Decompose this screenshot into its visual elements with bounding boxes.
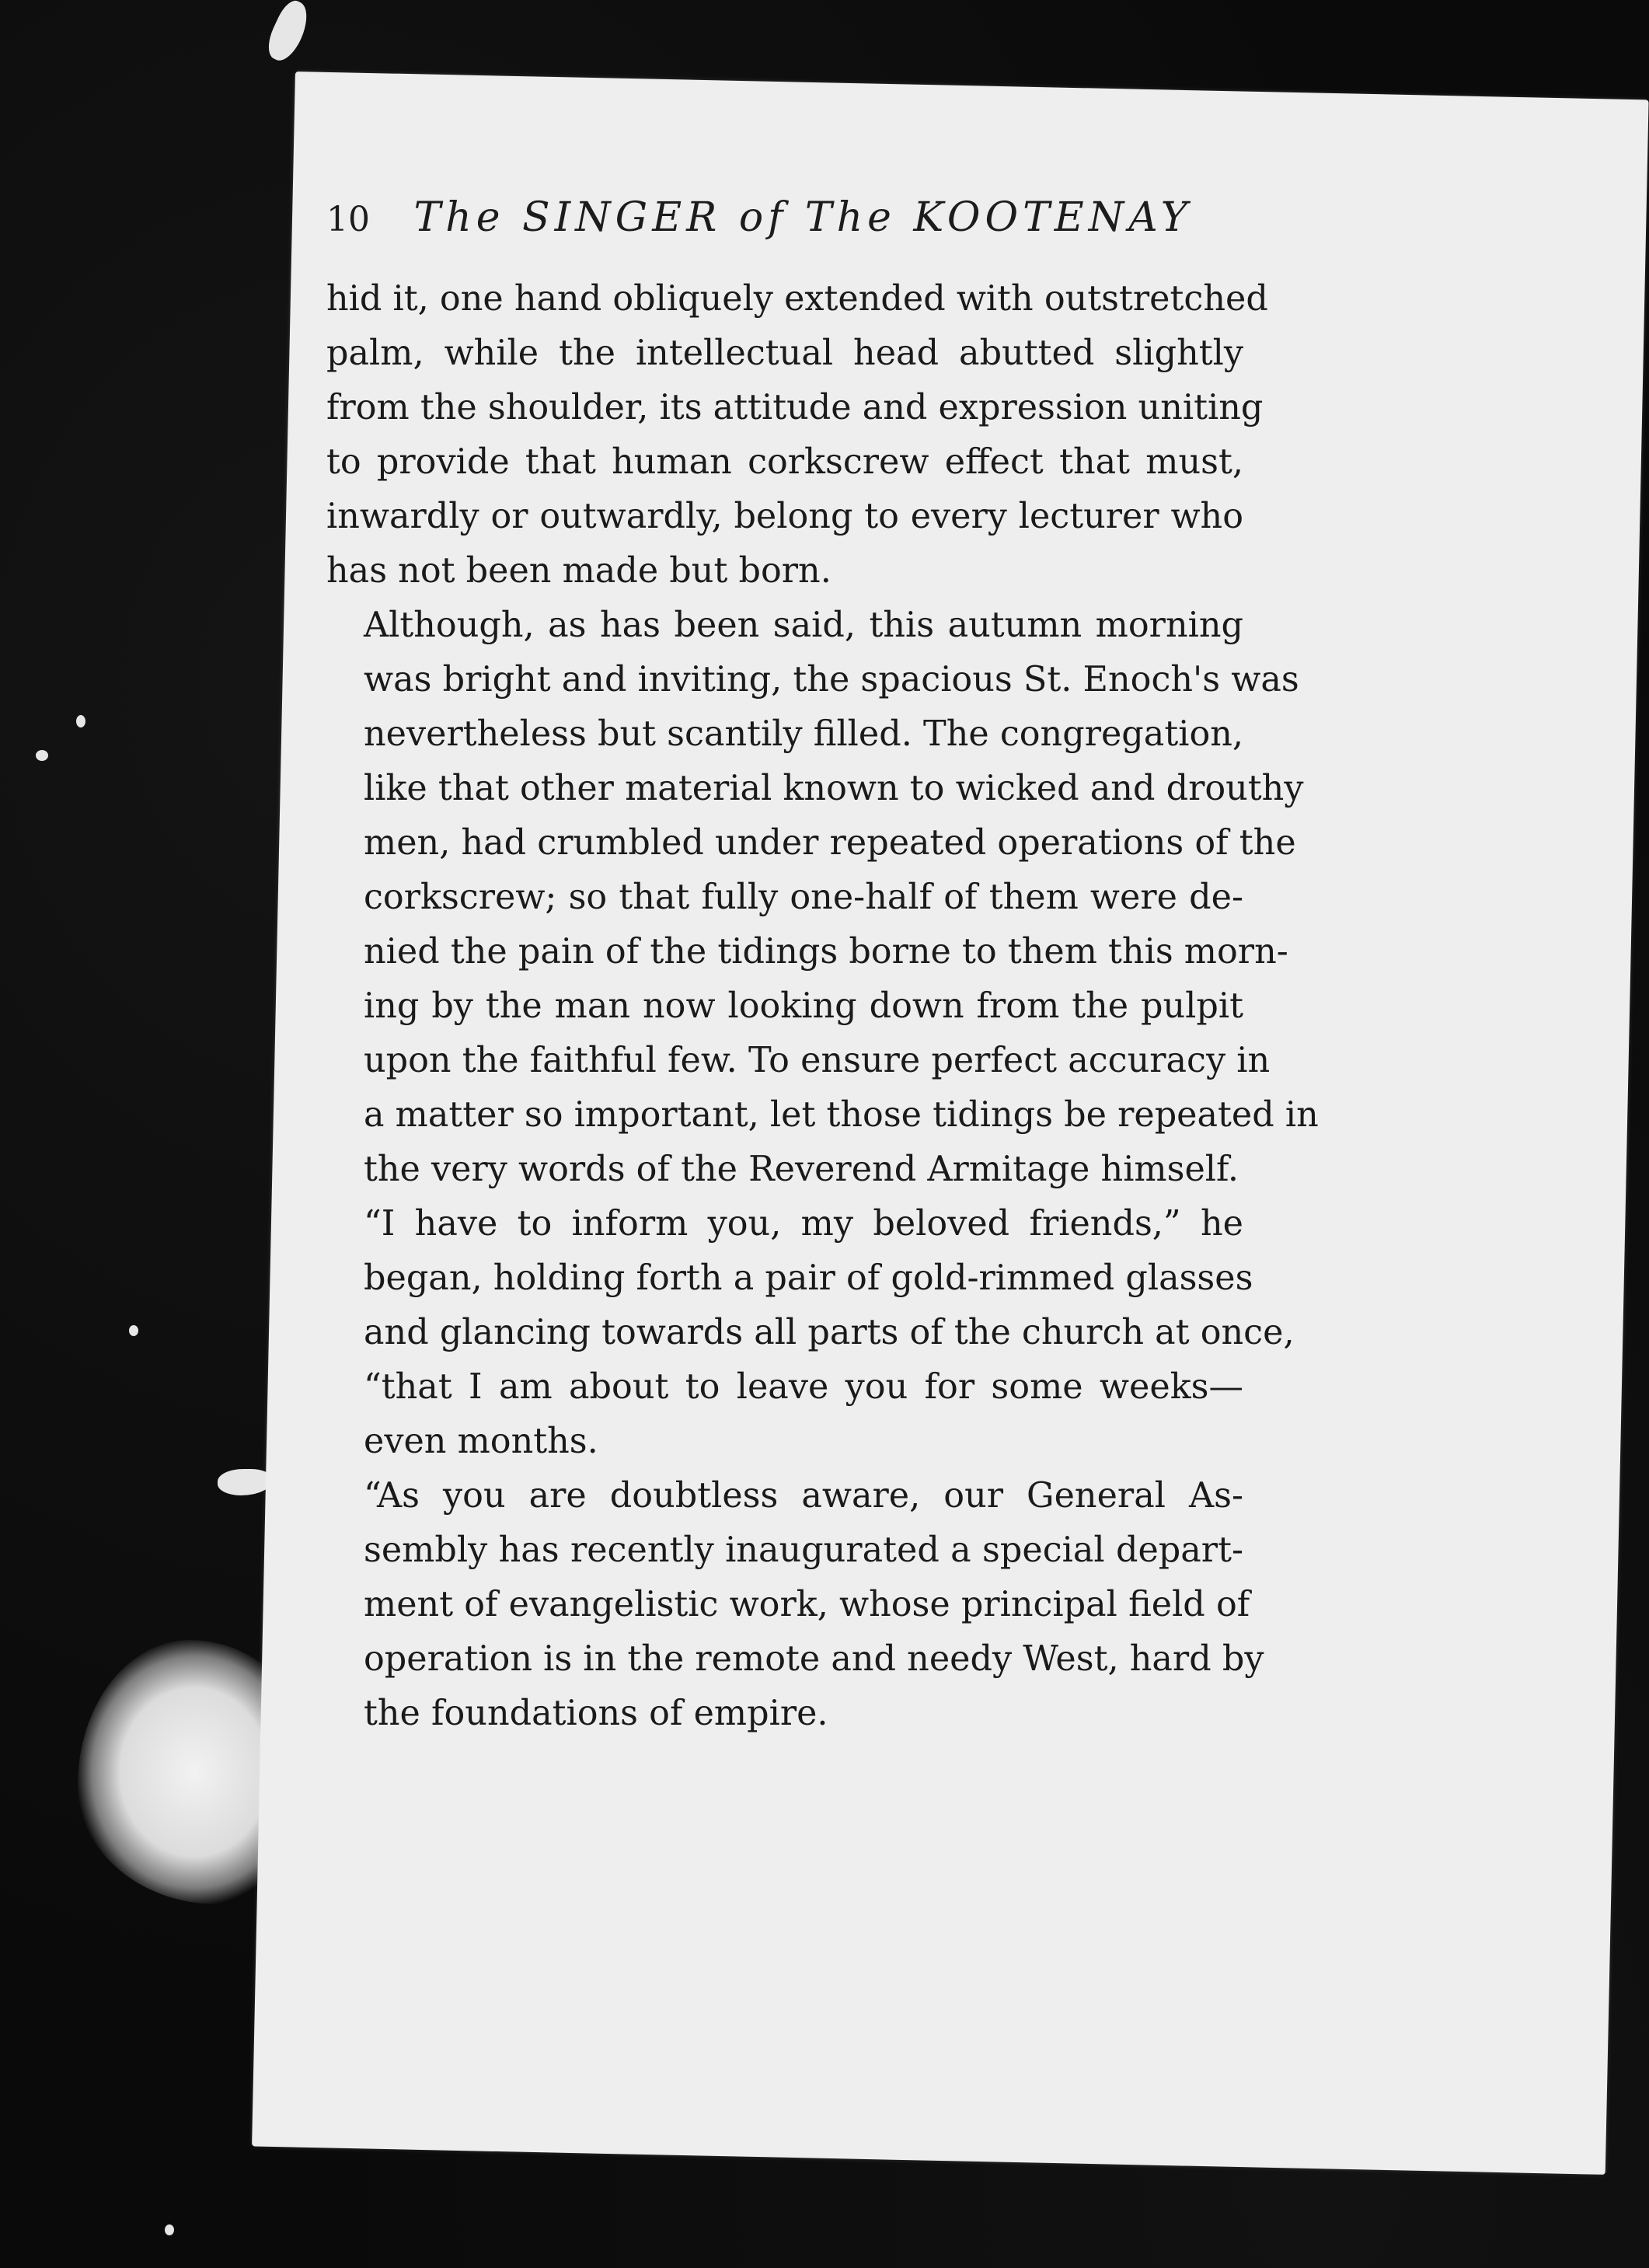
text-line: corkscrew; so that fully one-half of them were de- xyxy=(364,878,1243,917)
text-line: Although, as has been said, this autumn morning xyxy=(364,605,1243,645)
text-line: was bright and inviting, the spacious St. Enoch's was xyxy=(364,660,1299,700)
scan-speck xyxy=(36,750,48,761)
text-line: sembly has recently inaugurated a special depart- xyxy=(364,1530,1243,1570)
text-line: operation is in the remote and needy West, hard by xyxy=(364,1639,1264,1679)
text-line: has not been made but born. xyxy=(326,551,831,591)
text-line: ing by the man now looking down from the pulpit xyxy=(364,986,1243,1026)
paragraph xyxy=(326,272,1268,598)
text-line: like that other material known to wicked and drouthy xyxy=(364,769,1304,808)
text-line: and glancing towards all parts of the church at once, xyxy=(364,1313,1295,1352)
text-line: upon the faithful few. To ensure perfect accuracy in xyxy=(364,1041,1271,1080)
text-line: began, holding forth a pair of gold-rimmed glasses xyxy=(364,1258,1253,1298)
text-line: “that I am about to leave you for some weeks— xyxy=(364,1367,1243,1407)
paragraph xyxy=(326,1197,1295,1469)
text-line: to provide that human corkscrew effect that must, xyxy=(326,442,1243,482)
paragraph xyxy=(326,598,1319,1197)
text-line: even months. xyxy=(364,1422,598,1461)
scan-speck xyxy=(76,715,85,728)
text-line: palm, while the intellectual head abutted slightly xyxy=(326,333,1243,373)
text-line: from the shoulder, its attitude and expression uniting xyxy=(326,388,1264,427)
page-body xyxy=(326,272,1319,1741)
page-number: 10 xyxy=(326,200,370,239)
text-line: nied the pain of the tidings borne to them this morn- xyxy=(364,932,1288,972)
page-header xyxy=(326,194,1243,264)
text-line: the foundations of empire. xyxy=(364,1694,828,1733)
text-line: the very words of the Reverend Armitage himself. xyxy=(364,1150,1239,1189)
text-line: “I have to inform you, my beloved friends,” he xyxy=(364,1204,1243,1244)
paragraph xyxy=(326,1469,1264,1741)
running-title: The SINGER of The KOOTENAY xyxy=(413,194,1193,241)
scan-speck xyxy=(165,2224,174,2235)
text-line: men, had crumbled under repeated operations of the xyxy=(364,823,1296,863)
text-line: hid it, one hand obliquely extended with outstretched xyxy=(326,279,1268,319)
text-line: nevertheless but scantily filled. The congregation, xyxy=(364,714,1244,754)
text-line: “As you are doubtless aware, our General As- xyxy=(364,1476,1243,1516)
text-line: inwardly or outwardly, belong to every lecturer who xyxy=(326,497,1243,536)
scan-speck xyxy=(129,1325,138,1336)
text-line: a matter so important, let those tidings be repeated in xyxy=(364,1095,1319,1135)
text-line: ment of evangelistic work, whose principal field of xyxy=(364,1585,1250,1624)
